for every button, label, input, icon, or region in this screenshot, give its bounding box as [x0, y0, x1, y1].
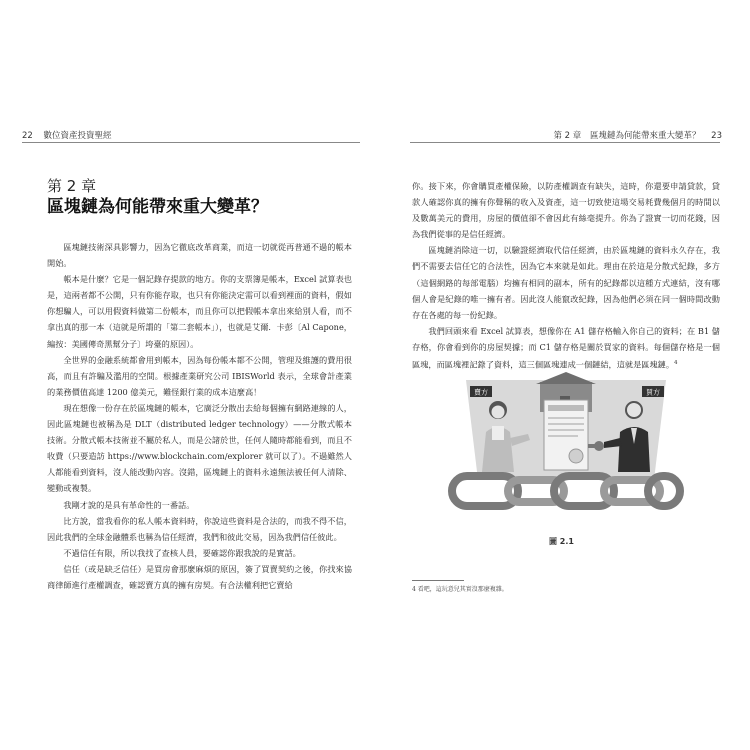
paragraph: 區塊鏈消除這一切，以驗證經濟取代信任經濟，由於區塊鏈的資料永久存在，我們不需要去信任它的合法性，因為它本來就是如此。理由在於這是分散式紀錄，多方（這個網路的每部電腦）均擁有相同的副本，所有的紀錄都以這種方式連結，沒有哪個人會是紀錄的唯一擁有者。因此沒人能竄改紀錄，因為他們必須在同一個時間改動存在各處的每一份紀錄。	[412, 245, 720, 320]
chapter-title: 區塊鏈為何能帶來重大變革？	[47, 197, 268, 217]
left-body-text	[47, 239, 352, 593]
right-header-title: 區塊鏈為何能帶來重大變革？	[589, 131, 701, 141]
paragraph: 不過信任有限，所以我找了查核人員，要確認你跟我說的是實話。	[63, 547, 301, 558]
chain-links-icon	[452, 476, 680, 506]
figure-caption: 圖 2.1	[549, 537, 574, 546]
paragraph-text: 我們回頭來看 Excel 試算表，想像你在 A1 儲存格輸入你自己的資料；在 B1 儲存格，你會看到你的房屋契據；而 C1 儲存格是關於買家的資料。每個儲存格是一個區塊，而區塊裡記錄了資料，這三個區塊連成一個鏈結，這就是區塊鏈。	[412, 325, 720, 370]
right-page-number: 23	[711, 131, 722, 141]
footnote-rule	[412, 580, 464, 581]
blockchain-illustration	[448, 372, 684, 522]
chapter-number: 第 2 章	[47, 177, 97, 195]
right-body-text	[412, 178, 720, 373]
paragraph: 帳本是什麼？它是一個記錄存提款的地方。你的支票簿是帳本，Excel 試算表也是，這兩者都不公開，只有你能存取，也只有你能決定需可以看到裡面的資料，假如你想騙人，可以用假資料做第二份帳本，而且你可以把假帳本拿出來給別人看，而不拿出真的那一本（這就是所謂的「第二套帳本」），也就是艾爾．卡彭〔Al Capone，編按：美國傳奇黑幫分子〕垮臺的原因）。	[47, 274, 352, 349]
paragraph: 全世界的金融系統都會用到帳本，因為每份帳本都不公開，管理及維護的費用很高，而且有許騙及濫用的空間。根據產業研究公司 IBISWorld 表示，全球會計產業的業務價值高達 1200 億美元，難怪銀行業的成本這麼高！	[47, 354, 352, 397]
left-header-rule	[22, 142, 360, 143]
paragraph: 比方說，當我看你的私人帳本資料時，你說這些資料是合法的，而我不得不信，因此我們的全球金融體系也稱為信任經濟，我們和彼此交易，因為我們信任彼此。	[47, 515, 352, 542]
seller-label: 賣方	[474, 388, 488, 397]
footnote: 4 看吧，這玩意兒其實沒那麼複雜。	[412, 586, 508, 593]
right-header-chapter: 第 2 章	[553, 131, 582, 141]
paragraph: 區塊鏈技術深具影響力，因為它徹底改革商業，而這一切就從再普通不過的帳本開始。	[47, 242, 352, 269]
paragraph	[412, 323, 720, 373]
paragraph: 現在想像一份存在於區塊鏈的帳本，它廣泛分散出去給每個擁有網路連線的人，因此區塊鏈也被稱為是 DLT（distributed ledger technology）——分散式帳本技術。分散式帳本技術並不屬於私人，而是公諸於世，任何人隨時都能看到，而且不收費（只要造訪 https://www.blockchain.com/explorer 就可以了）。不過雖然人人都能看到資料，沒人能改動內容。沒錯，區塊鏈上的資料永遠無法被任何人清除、變動或複製。	[47, 402, 352, 494]
right-header-rule	[410, 142, 720, 143]
house-document-icon	[536, 372, 596, 470]
buyer-label: 買方	[646, 388, 660, 397]
left-running-header	[22, 129, 112, 141]
footnote-ref: 4	[674, 360, 678, 367]
paragraph: 我剛才說的是具有革命性的一番話。	[63, 499, 195, 510]
paragraph: 你。接下來，你會購買產權保險，以防產權調查有缺失，這時，你還要申請貸款，貸款人確認你真的擁有你聲稱的收入及資產，這一切致使這場交易耗費幾個月的時間以及數萬美元的費用，房屋的價值卻不會因此有絲毫提升。你為了證實一切而花錢，因為我們從事的是信任經濟。	[412, 181, 720, 240]
left-page-number: 22	[22, 131, 33, 141]
book-title: 數位資產投資聖經	[43, 131, 112, 141]
right-running-header	[553, 129, 722, 141]
paragraph: 信任（或是缺乏信任）是買房會那麼麻煩的原因，簽了買賣契約之後，你找來協商律師進行產權調查，確認賣方真的擁有房契。有合法權利把它賣給	[47, 563, 352, 590]
